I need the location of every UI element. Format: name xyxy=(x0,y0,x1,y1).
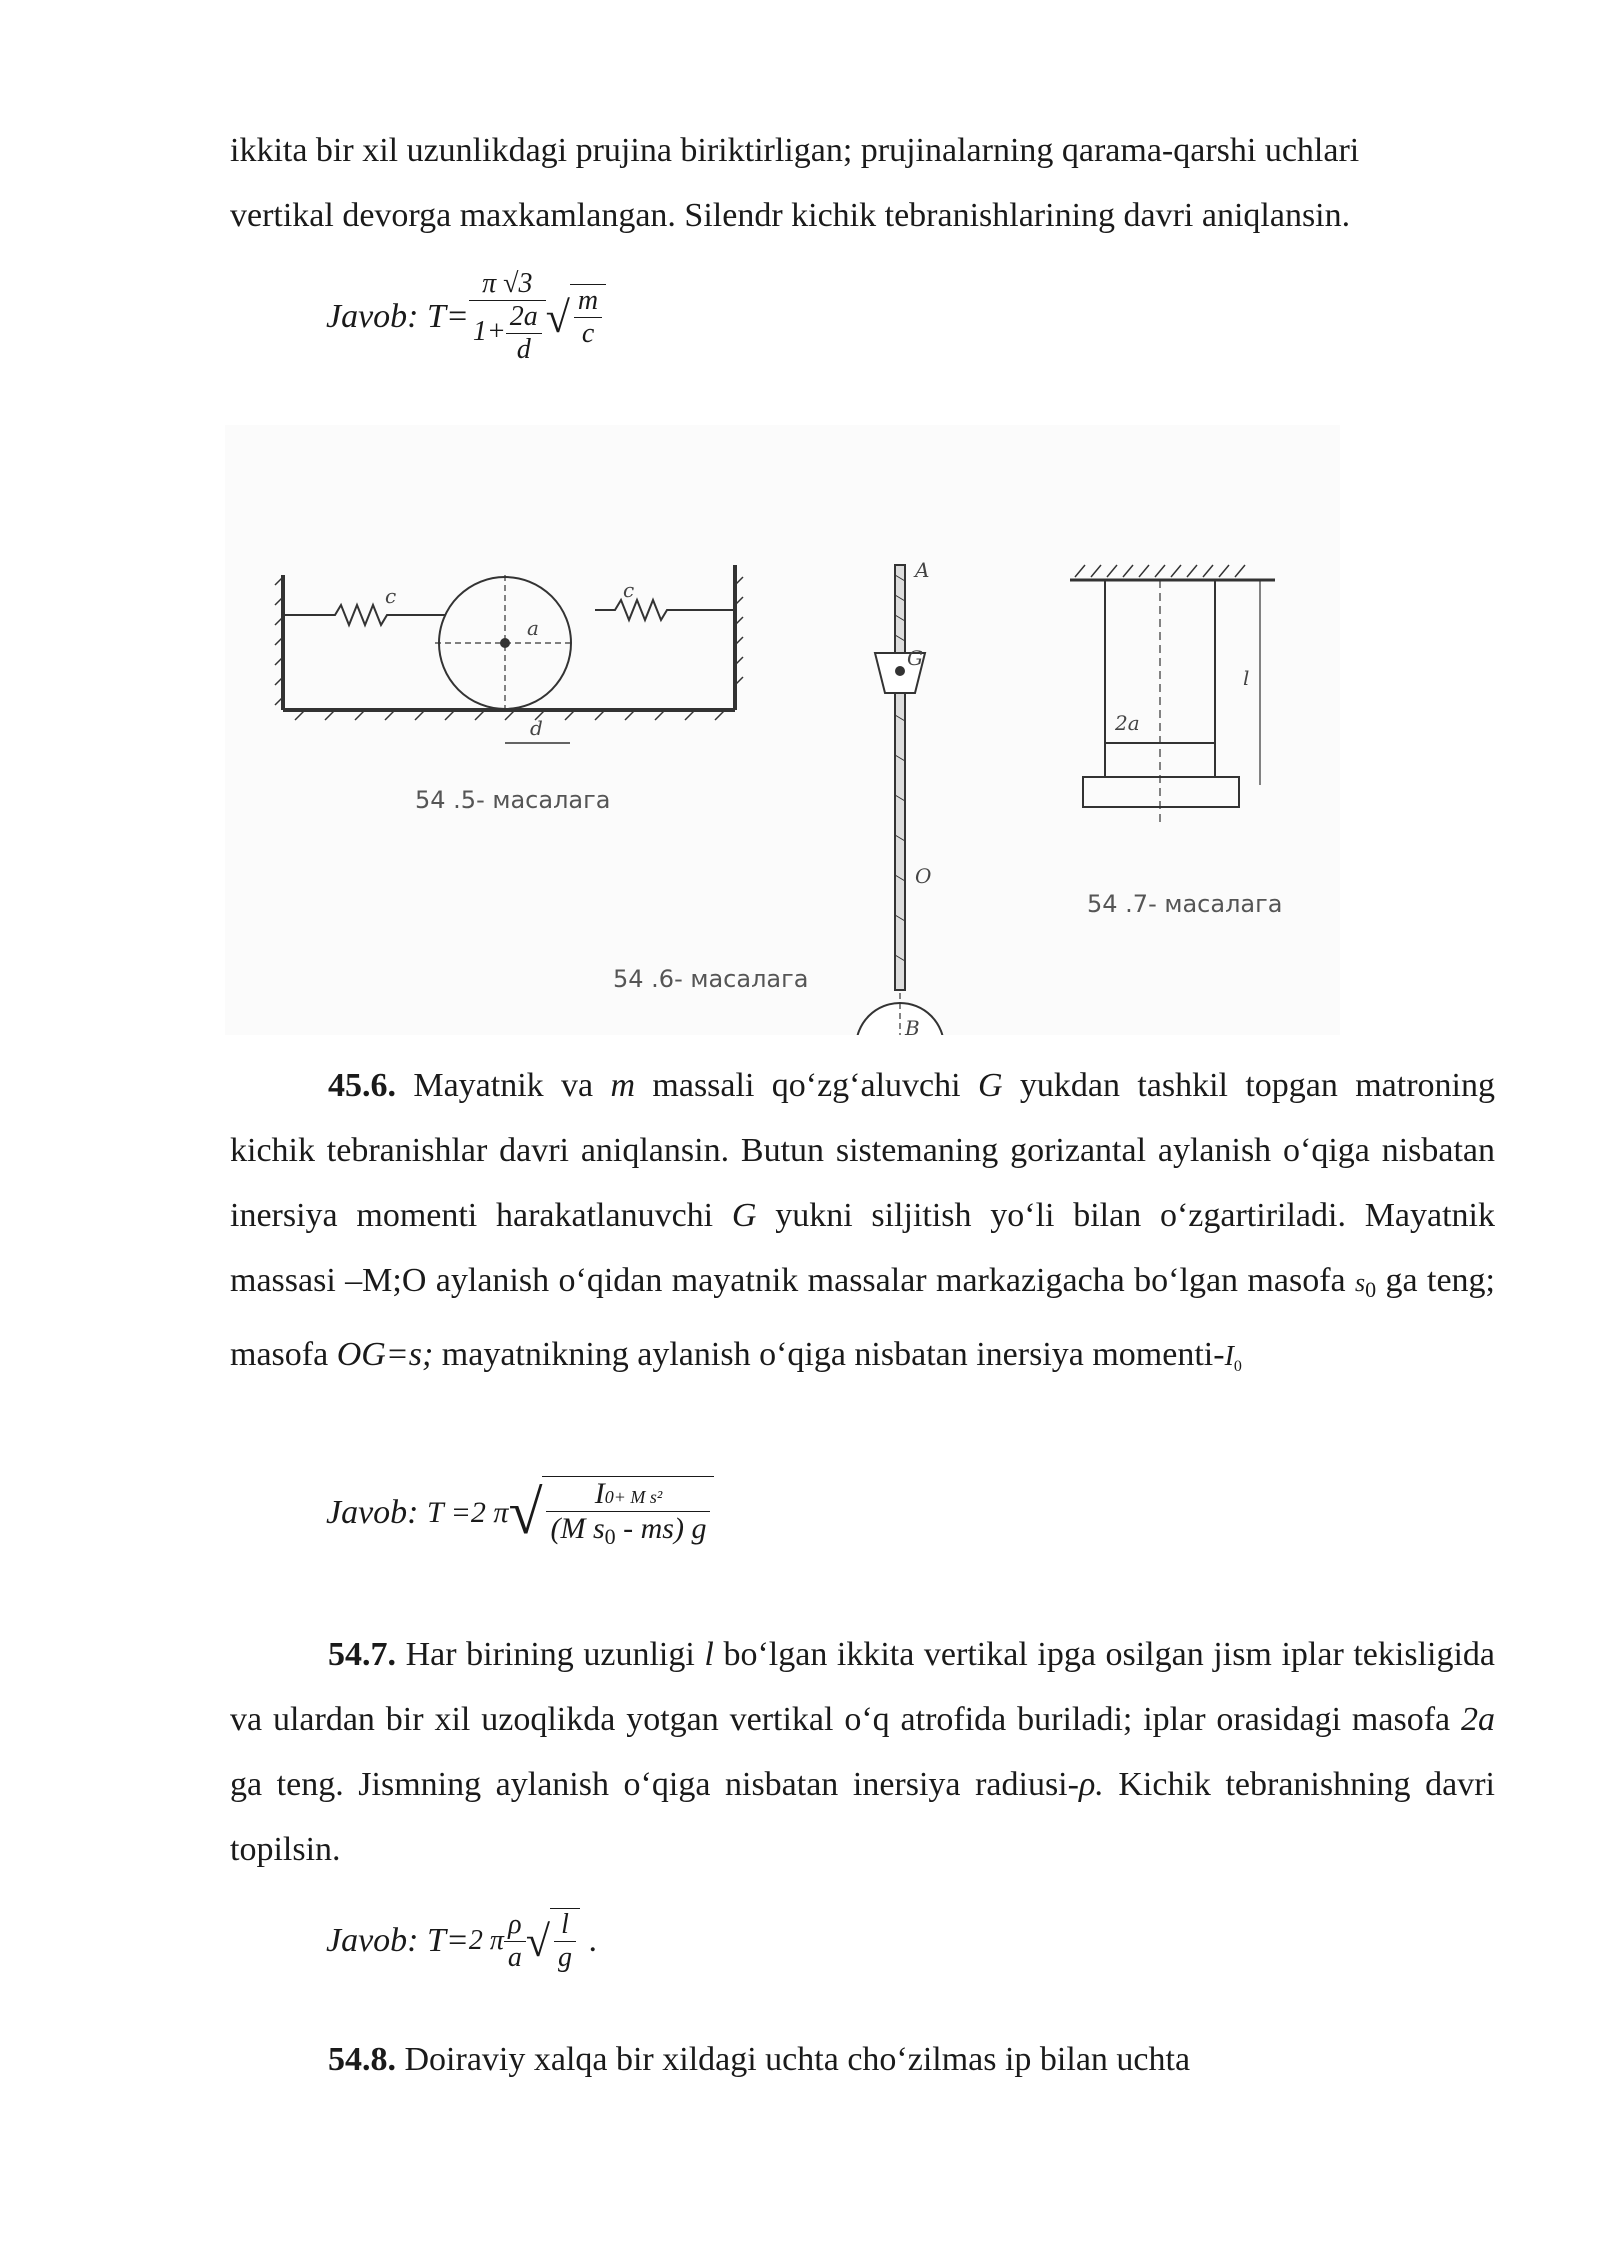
answer-2 xyxy=(326,1476,714,1550)
answer-3-fraction: $\frac{\rho}{a}$ xyxy=(504,1909,526,1974)
fig2-load-center xyxy=(896,667,904,675)
answer-2-radical-sign: √ xyxy=(508,1478,543,1547)
answer-1-root-num: m xyxy=(574,285,602,318)
answer-3-label: Javob: T= xyxy=(326,1922,469,1959)
fig2-label-G: G xyxy=(907,646,923,670)
answer-2-numerator: I0+ M s² xyxy=(546,1477,710,1512)
problem-45-6 xyxy=(230,1053,1495,1399)
answer-1-root xyxy=(570,284,606,350)
figures-panel xyxy=(225,425,1340,1035)
problem-54-8-number: 54.8. xyxy=(328,2041,396,2078)
answer-3-two-pi: 2 π xyxy=(468,1925,504,1956)
problem-45-6-text: 45.6. Mayatnik va m massali qo‘zg‘aluvchi G yukdan tashkil topgan matroning kichik tebranishlar davri aniqlansin. Butun sistemaning gorizantal aylanish o‘qiga nisbatan inersiya momenti harakatlanuvchi G yukni siljitish yo‘li bilan o‘zgartiriladi. Mayatnik massasi –M;O aylanish o‘qidan mayatnik massalar markazigacha bo‘lgan masofa $s_0$ ga teng; masofa OG=s; mayatnikning aylanish o‘qiga nisbatan inersiya momenti-$I_0$ xyxy=(230,1067,1496,1375)
fig2-caption: 54 .6- масалага xyxy=(613,965,809,993)
answer-3-root: $\frac{l}{g}$ xyxy=(550,1908,580,1974)
fig1-label-c-right: c xyxy=(623,578,635,602)
fig1-label-a: a xyxy=(527,616,539,640)
fig3-label-2a: 2a xyxy=(1115,711,1140,735)
answer-1-root-den: c xyxy=(581,318,595,349)
fig2-rod xyxy=(895,565,905,990)
fig2-label-A: A xyxy=(915,558,930,582)
problem-54-8 xyxy=(230,2027,1495,2092)
fig2-label-O: O xyxy=(915,864,932,888)
answer-1-den-num: 2a xyxy=(506,301,542,334)
problem-54-7-number: 54.7. xyxy=(328,1636,396,1673)
fig3-caption: 54 .7- масалага xyxy=(1087,890,1283,918)
intro-line-1: ikkita bir xil uzunlikdagi prujina biriktirligan; prujinalarning qarama-qarshi uchlari xyxy=(230,132,1360,169)
fig2-label-B: B xyxy=(905,1016,920,1035)
answer-1-radical-sign: √ xyxy=(545,292,570,342)
answer-1-numerator: π √3 xyxy=(469,268,546,301)
answer-1-den-den: d xyxy=(516,334,531,365)
answer-3-radical-sign: √ xyxy=(525,1916,551,1966)
answer-1-den-prefix: 1+ xyxy=(472,315,506,347)
answer-2-root xyxy=(542,1476,714,1550)
problem-54-8-text: 54.8. Doiraviy xalqa bir xildagi uchta cho‘zilmas ip bilan uchta xyxy=(328,2041,1191,2078)
answer-1-fraction xyxy=(469,268,546,366)
figure-scan-background xyxy=(225,425,1340,1035)
answer-3: Javob: T=2 π $\frac{\rho}{a}$ √ $\frac{l}{g}$ . xyxy=(326,1908,598,1973)
answer-1 xyxy=(326,268,606,366)
intro-paragraph xyxy=(230,118,1495,248)
answer-2-label: Javob: xyxy=(326,1494,428,1531)
intro-line-2: vertikal devorga maxkamlangan. Silendr kichik tebranishlarining davri aniqlansin. xyxy=(230,197,1351,234)
answer-2-lhs: T =2 π xyxy=(427,1496,509,1529)
fig3-label-l: l xyxy=(1243,666,1250,690)
answer-2-denominator: (M $s_0 - ms$) g xyxy=(550,1512,707,1549)
fig1-caption: 54 .5- масалага xyxy=(415,786,611,814)
fig1-label-d: d xyxy=(530,716,543,740)
answer-1-label: Javob: T= xyxy=(326,298,469,335)
problem-54-7-text: 54.7. Har birining uzunligi l bo‘lgan ikkita vertikal ipga osilgan jism iplar tekisligida va ulardan bir xil uzoqlikda yotgan vertikal o‘q atrofida buriladi; iplar orasidagi masofa 2a ga teng. Jismning aylanish o‘qiga nisbatan inersiya radiusi-ρ. Kichik tebranishning davri topilsin. xyxy=(230,1636,1495,1868)
answer-1-denominator xyxy=(469,301,546,366)
problem-45-6-number: 45.6. xyxy=(328,1067,396,1104)
fig1-label-c-left: c xyxy=(385,584,397,608)
answer-1-den-fraction xyxy=(506,301,542,366)
problem-54-7 xyxy=(230,1622,1495,1882)
